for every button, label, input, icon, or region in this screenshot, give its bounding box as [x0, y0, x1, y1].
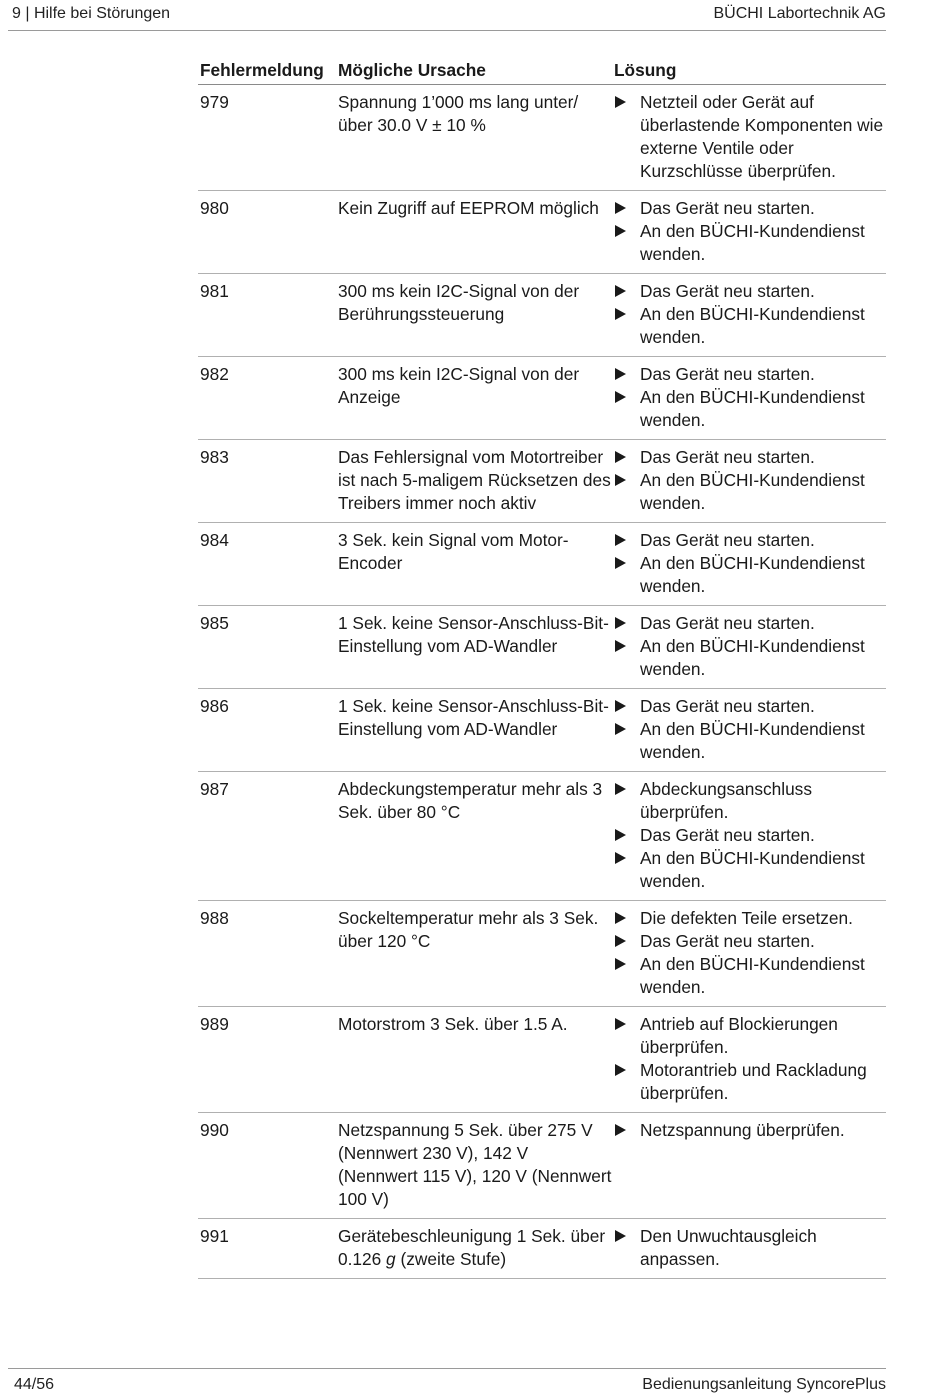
possible-cause: 1 Sek. keine Sensor-Anschluss-Bit-Einstellung vom AD-Wandler [336, 606, 612, 689]
company-name: BÜCHI Labortechnik AG [713, 5, 886, 22]
possible-cause: 300 ms kein I2C-Signal von der Berührungssteuerung [336, 274, 612, 357]
table-row [198, 357, 886, 440]
column-header-cause: Mögliche Ursache [336, 56, 612, 85]
solution-step: An den BÜCHI-Kundendienst wenden. [614, 303, 886, 349]
solution-cell [612, 1113, 886, 1219]
solution-step: Motorantrieb und Rackladung überprüfen. [614, 1059, 886, 1105]
solution-step: An den BÜCHI-Kundendienst wenden. [614, 635, 886, 681]
solution-list [614, 363, 886, 432]
table-row [198, 772, 886, 901]
table-row [198, 901, 886, 1007]
solution-step: Das Gerät neu starten. [614, 824, 886, 847]
solution-step: Das Gerät neu starten. [614, 197, 886, 220]
possible-cause: Motorstrom 3 Sek. über 1.5 A. [336, 1007, 612, 1113]
table-row [198, 1007, 886, 1113]
error-code: 983 [198, 440, 336, 523]
solution-list [614, 1225, 886, 1271]
solution-cell [612, 523, 886, 606]
solution-step: Die defekten Teile ersetzen. [614, 907, 886, 930]
solution-list [614, 1013, 886, 1105]
page-footer [8, 1368, 886, 1398]
table-row [198, 523, 886, 606]
section-title: 9 | Hilfe bei Störungen [12, 5, 171, 22]
error-code: 990 [198, 1113, 336, 1219]
page-header [8, 0, 886, 31]
solution-list [614, 778, 886, 893]
solution-step: Das Gerät neu starten. [614, 930, 886, 953]
solution-cell [612, 772, 886, 901]
solution-step: Netzspannung überprüfen. [614, 1119, 886, 1142]
solution-cell [612, 274, 886, 357]
table-header-row [198, 56, 886, 85]
solution-step: An den BÜCHI-Kundendienst wenden. [614, 386, 886, 432]
possible-cause [336, 1219, 612, 1279]
table-body [198, 85, 886, 1279]
possible-cause: 300 ms kein I2C-Signal von der Anzeige [336, 357, 612, 440]
error-code: 987 [198, 772, 336, 901]
possible-cause: 3 Sek. kein Signal vom Motor-Encoder [336, 523, 612, 606]
table-row [198, 606, 886, 689]
solution-step: An den BÜCHI-Kundendienst wenden. [614, 953, 886, 999]
solution-step: Abdeckungsanschluss überprüfen. [614, 778, 886, 824]
error-code: 980 [198, 191, 336, 274]
error-code: 991 [198, 1219, 336, 1279]
possible-cause: Spannung 1’000 ms lang unter/ über 30.0 V ± 10 % [336, 85, 612, 191]
solution-step: An den BÜCHI-Kundendienst wenden. [614, 469, 886, 515]
document-title: Bedienungsanleitung SyncorePlus [642, 1376, 886, 1393]
possible-cause: Netzspannung 5 Sek. über 275 V (Nennwert 230 V), 142 V (Nennwert 115 V), 120 V (Nennwert 100 V) [336, 1113, 612, 1219]
error-code: 989 [198, 1007, 336, 1113]
table-row [198, 191, 886, 274]
cause-text-part: Gerätebeschleunigung 1 Sek. über 0.126 [338, 1226, 606, 1269]
solution-cell [612, 440, 886, 523]
error-code: 979 [198, 85, 336, 191]
solution-cell [612, 689, 886, 772]
solution-cell [612, 85, 886, 191]
possible-cause: Abdeckungstemperatur mehr als 3 Sek. über 80 °C [336, 772, 612, 901]
solution-list [614, 529, 886, 598]
error-code: 986 [198, 689, 336, 772]
solution-step: Den Unwuchtausgleich anpassen. [614, 1225, 886, 1271]
table-row [198, 274, 886, 357]
error-code: 982 [198, 357, 336, 440]
error-table [198, 56, 886, 1279]
cause-text-part: (zweite Stufe) [395, 1249, 507, 1269]
solution-step: An den BÜCHI-Kundendienst wenden. [614, 718, 886, 764]
solution-cell [612, 1007, 886, 1113]
solution-step: An den BÜCHI-Kundendienst wenden. [614, 220, 886, 266]
solution-list [614, 197, 886, 266]
table-row [198, 689, 886, 772]
solution-cell [612, 357, 886, 440]
error-code: 981 [198, 274, 336, 357]
table-row [198, 85, 886, 191]
solution-step: Das Gerät neu starten. [614, 280, 886, 303]
solution-step: Das Gerät neu starten. [614, 695, 886, 718]
solution-cell [612, 901, 886, 1007]
solution-step: An den BÜCHI-Kundendienst wenden. [614, 847, 886, 893]
solution-step: Das Gerät neu starten. [614, 446, 886, 469]
solution-cell [612, 191, 886, 274]
solution-step: Antrieb auf Blockierungen überprüfen. [614, 1013, 886, 1059]
possible-cause: 1 Sek. keine Sensor-Anschluss-Bit-Einstellung vom AD-Wandler [336, 689, 612, 772]
possible-cause: Kein Zugriff auf EEPROM möglich [336, 191, 612, 274]
page-number: 44/56 [14, 1376, 55, 1393]
cause-italic-symbol: g [386, 1249, 396, 1269]
solution-cell [612, 1219, 886, 1279]
solution-step: Das Gerät neu starten. [614, 363, 886, 386]
solution-list [614, 91, 886, 183]
column-header-error-code: Fehlermeldung [198, 56, 336, 85]
solution-cell [612, 606, 886, 689]
table-row [198, 440, 886, 523]
error-code: 984 [198, 523, 336, 606]
solution-step: An den BÜCHI-Kundendienst wenden. [614, 552, 886, 598]
solution-step: Das Gerät neu starten. [614, 529, 886, 552]
solution-list [614, 1119, 886, 1142]
solution-list [614, 907, 886, 999]
solution-list [614, 612, 886, 681]
solution-list [614, 695, 886, 764]
solution-list [614, 280, 886, 349]
table-row [198, 1113, 886, 1219]
possible-cause: Sockeltemperatur mehr als 3 Sek. über 120 °C [336, 901, 612, 1007]
column-header-solution: Lösung [612, 56, 886, 85]
table-row [198, 1219, 886, 1279]
error-code: 988 [198, 901, 336, 1007]
possible-cause: Das Fehlersignal vom Motortreiber ist nach 5-maligem Rücksetzen des Treibers immer noch aktiv [336, 440, 612, 523]
solution-list [614, 446, 886, 515]
solution-step: Das Gerät neu starten. [614, 612, 886, 635]
solution-step: Netzteil oder Gerät auf überlastende Komponenten wie externe Ventile oder Kurzschlüsse überprüfen. [614, 91, 886, 183]
error-code: 985 [198, 606, 336, 689]
